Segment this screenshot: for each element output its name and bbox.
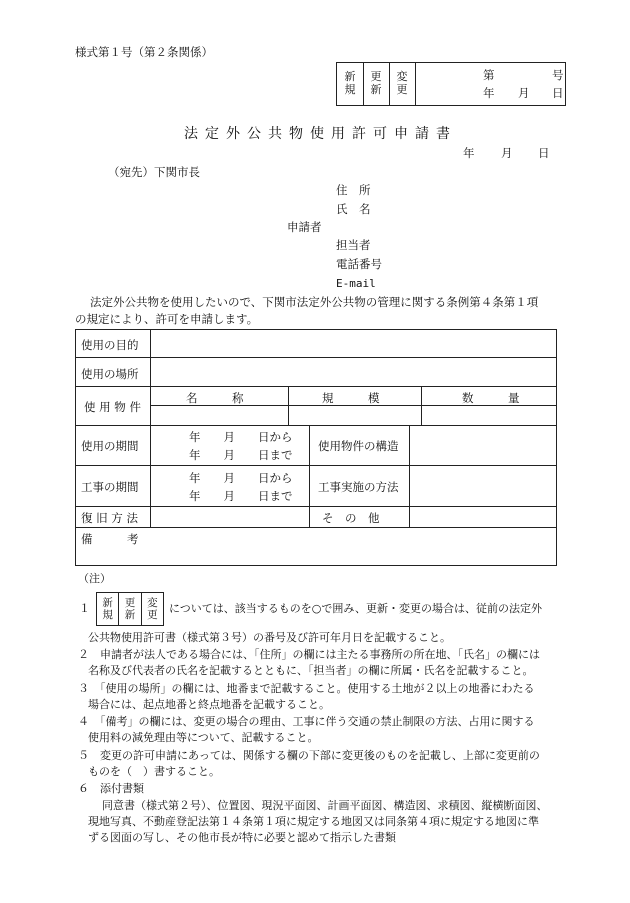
object-label: 使 用 物 件 — [84, 400, 141, 414]
note-6-heading: ６ 添付書類 — [78, 782, 144, 795]
form-number: 様式第１号（第２条関係） — [75, 45, 213, 59]
note-1-line-2: 公共物使用許可書（様式第３号）の番号及び許可年月日を記載すること。 — [88, 631, 451, 644]
note-3-line-2: 場合には、起点地番と終点地番を記載すること。 — [88, 698, 330, 711]
col-scale-header: 規 模 — [322, 391, 380, 405]
applicant-person-label: 担当者 — [336, 238, 371, 252]
permit-year: 年 — [483, 86, 495, 100]
note-1-text: については、該当するものを○で囲み、更新・変更の場合は、従前の法定外 — [169, 602, 543, 615]
col-name-header: 名 称 — [186, 391, 244, 405]
page-title: 法定外公共物使用許可申請書 — [184, 126, 457, 142]
mini-new: 新 規 — [97, 593, 119, 625]
checkbox-new[interactable]: 新 規 — [337, 63, 364, 105]
note-5-line-2: ものを（ ）書すること。 — [88, 765, 220, 778]
structure-label: 使用物件の構造 — [318, 439, 399, 453]
work-period-to: 年 月 日まで — [189, 489, 293, 503]
intro-line-2: の規定により、許可を申請します。 — [75, 312, 259, 326]
addressee: （宛先）下関市長 — [108, 165, 200, 179]
note-2-line-1: ２ 申請者が法人である場合には、「住所」の欄には主たる事務所の所在地、「氏名」の欄には — [78, 648, 540, 661]
place-label: 使用の場所 — [81, 367, 139, 381]
applicant-phone-label: 電話番号 — [336, 257, 382, 271]
application-table — [75, 329, 557, 566]
work-period-label: 工事の期間 — [81, 480, 139, 494]
note-3-line-1: ３ 「使用の場所」の欄には、地番まで記載すること。使用する土地が２以上の地番にわたる — [78, 682, 535, 695]
intro-line-1: 法定外公共物を使用したいので、下関市法定外公共物の管理に関する条例第４条第１項 — [90, 295, 539, 309]
applicant-email-label: E-mail — [336, 277, 376, 290]
mini-renew: 更 新 — [119, 593, 141, 625]
note-1-number: １ — [79, 602, 90, 615]
period-to: 年 月 日まで — [189, 448, 293, 462]
purpose-label: 使用の目的 — [81, 338, 139, 352]
permit-dai: 第 — [483, 68, 495, 82]
checkbox-change[interactable]: 変 更 — [389, 63, 416, 105]
note-6-line-3: ずる図面の写し、その他市長が特に必要と認めて指示した書類 — [88, 831, 396, 844]
date-day: 日 — [538, 146, 550, 160]
remarks-label: 備 考 — [81, 532, 139, 546]
notes-heading: （注） — [78, 572, 111, 585]
note-5-line-1: ５ 変更の許可申請にあっては、関係する欄の下部に変更後のものを記載し、上部に変更前の — [78, 749, 540, 762]
work-method-label: 工事実施の方法 — [318, 480, 399, 494]
applicant-label: 申請者 — [287, 220, 322, 234]
date-month: 月 — [501, 146, 513, 160]
note-4-line-2: 使用料の減免理由等について、記載すること。 — [88, 731, 319, 744]
restore-label: 復 旧 方 法 — [81, 511, 138, 525]
period-label: 使用の期間 — [81, 439, 139, 453]
note-2-line-2: 名称及び代表者の氏名を記載するとともに、「担当者」の欄に所属・氏名を記載すること。 — [88, 664, 534, 677]
col-qty-header: 数 量 — [462, 391, 520, 405]
work-period-from: 年 月 日から — [189, 471, 293, 485]
mini-change: 変 更 — [147, 596, 158, 621]
permit-month: 月 — [518, 86, 530, 100]
period-from: 年 月 日から — [189, 430, 293, 444]
checkbox-renew[interactable]: 更 新 — [363, 63, 390, 105]
applicant-name-label: 氏 名 — [336, 202, 371, 216]
permit-go: 号 — [552, 68, 564, 82]
note-6-line-1: 同意書（様式第２号）、位置図、現況平面図、計画平面図、構造図、求積図、縦横断面図、 — [102, 799, 548, 812]
application-type-box — [336, 62, 566, 106]
date-year: 年 — [463, 146, 475, 160]
note-4-line-1: ４ 「備考」の欄には、変更の場合の理由、工事に伴う交通の禁止制限の方法、占用に関する — [78, 715, 535, 728]
permit-day: 日 — [552, 86, 564, 100]
note-6-line-2: 現地写真、不動産登記法第１４条第１項に規定する地図又は同条第４項に規定する地図に準 — [88, 815, 539, 828]
note-1-type-box — [96, 592, 164, 626]
applicant-address-label: 住 所 — [336, 183, 371, 197]
other-label: そ の 他 — [322, 511, 380, 525]
